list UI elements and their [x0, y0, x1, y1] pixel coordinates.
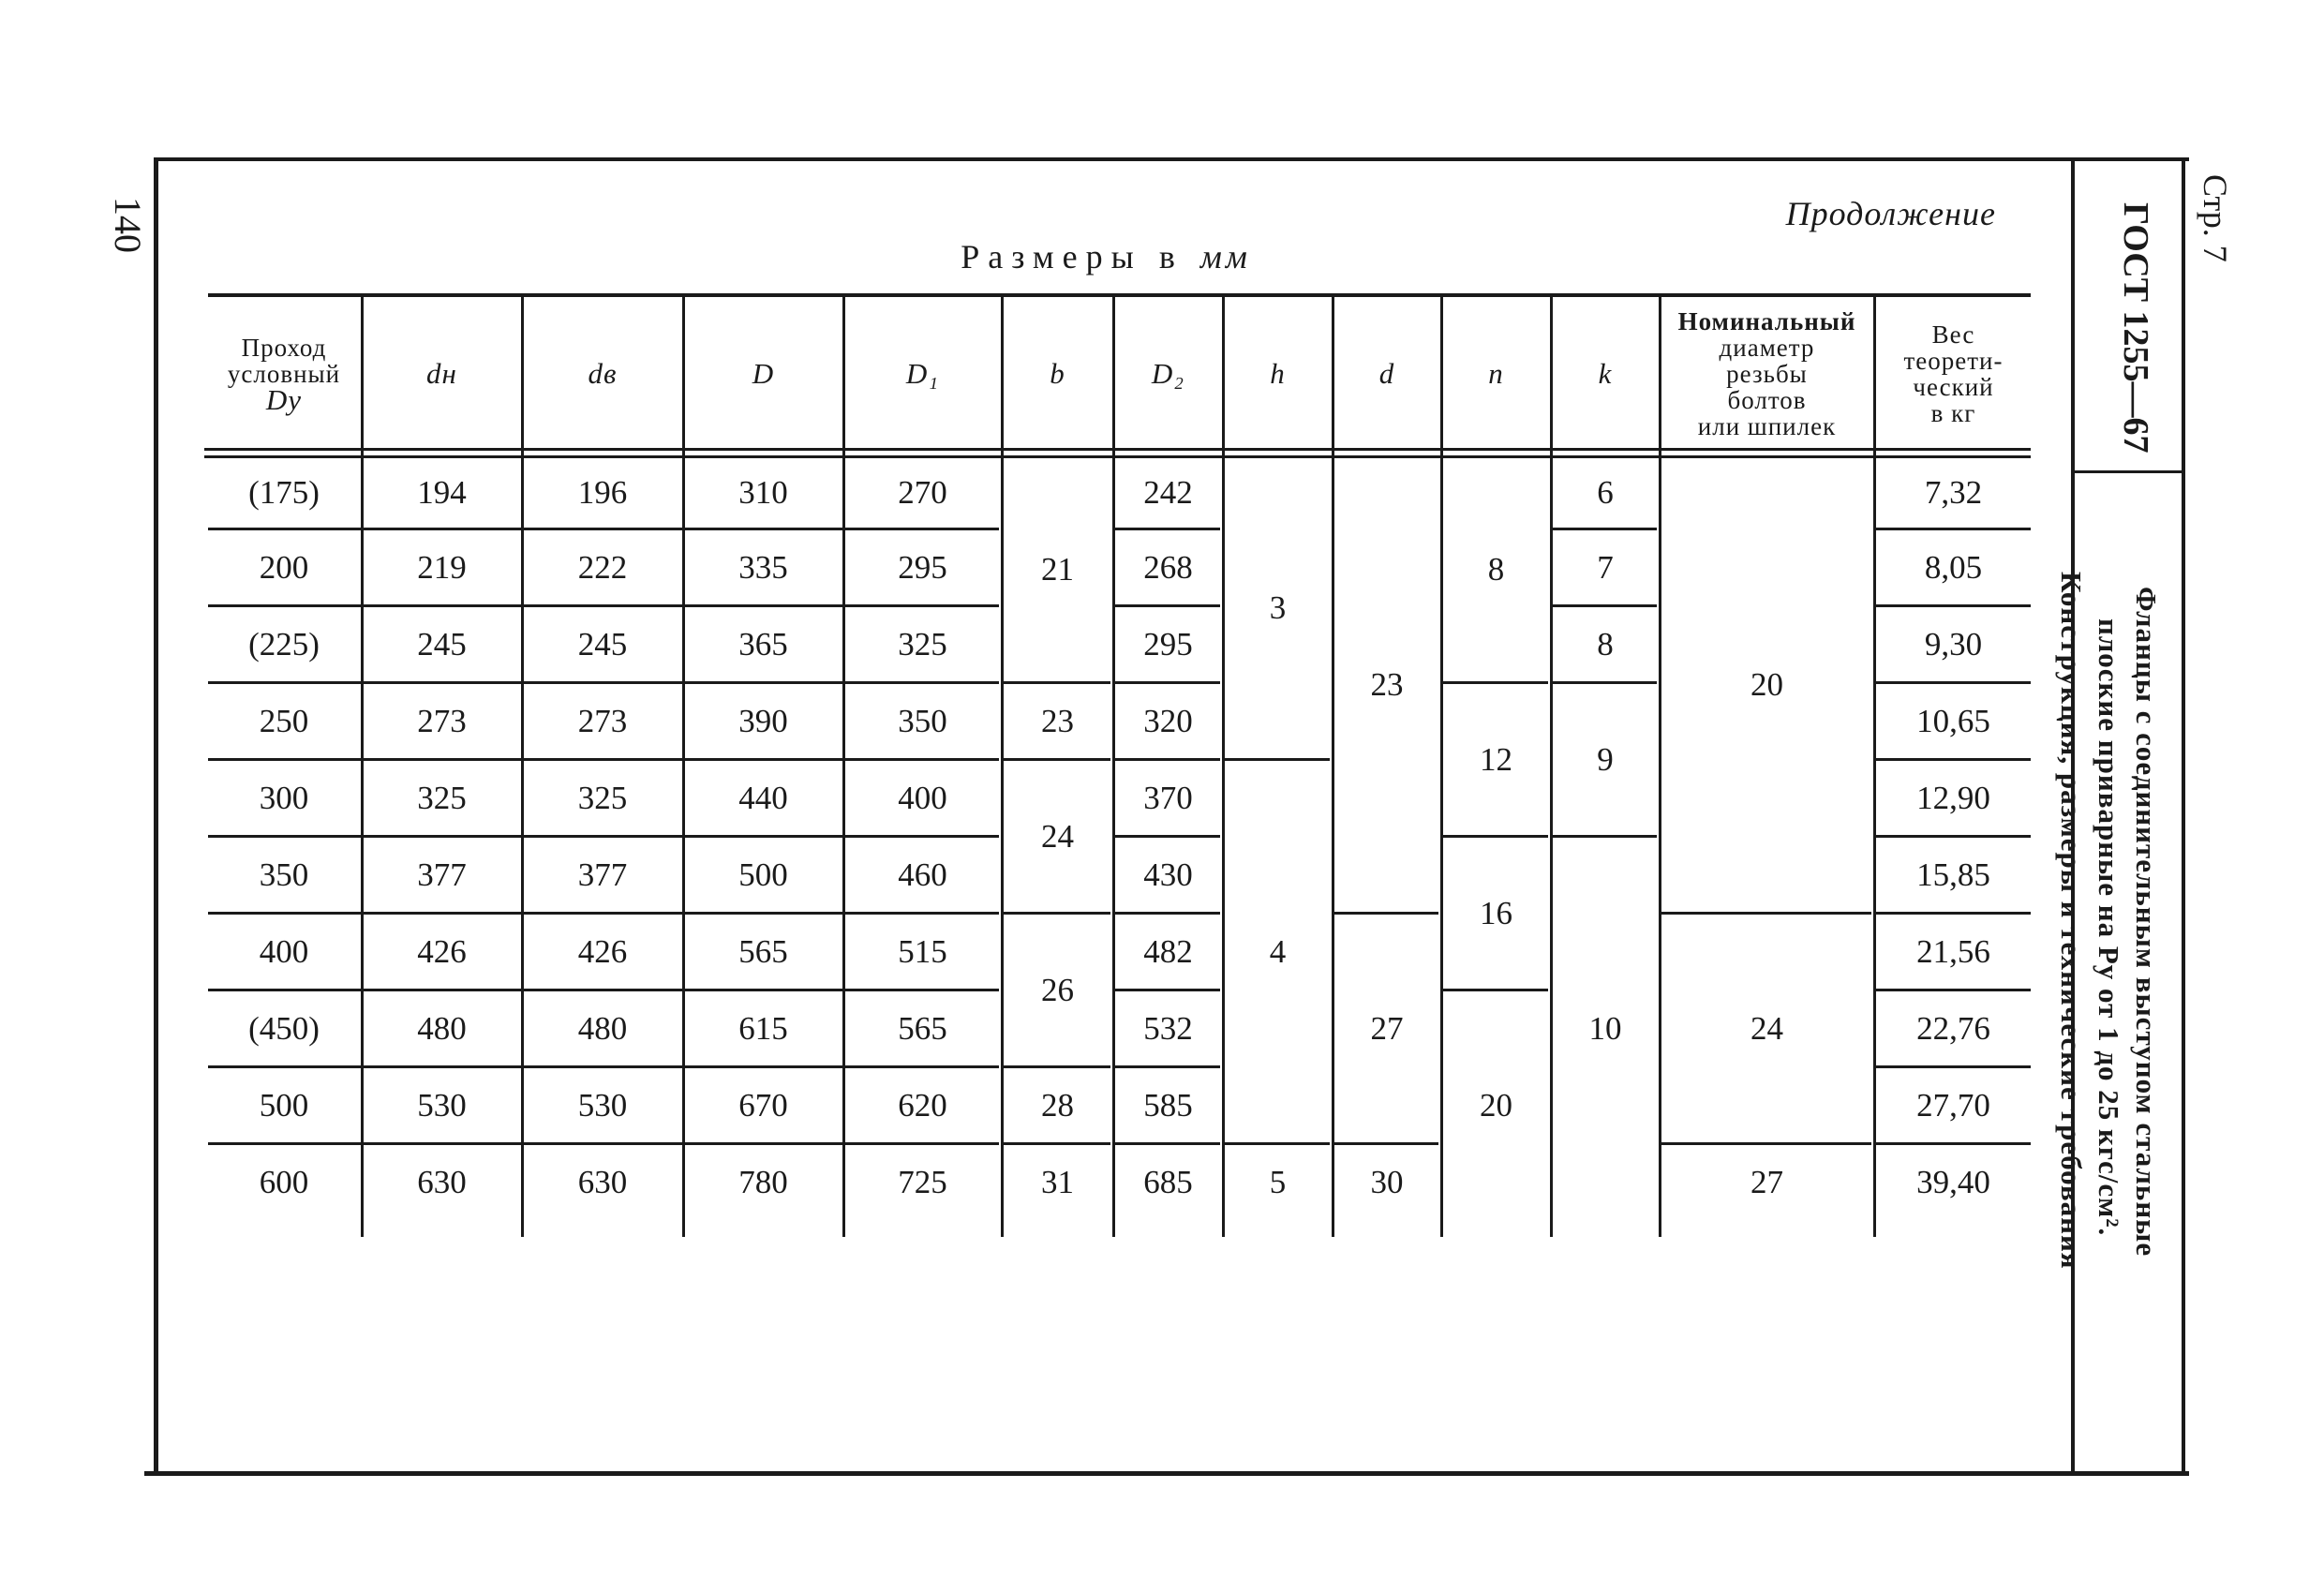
- cell-weight: 10,65: [1916, 702, 1990, 739]
- cell-D2: 482: [1143, 932, 1193, 970]
- cell-D: 500: [738, 856, 788, 893]
- cell-dn: 377: [417, 856, 467, 893]
- cell-weight: 22,76: [1916, 1009, 1990, 1047]
- cell-D1: 515: [898, 932, 947, 970]
- cell-dy: (225): [248, 625, 320, 663]
- cell-D2: 585: [1143, 1086, 1193, 1124]
- cell-h: 5: [1269, 1164, 1287, 1200]
- header-dn: dн: [426, 357, 457, 390]
- cell-D2: 685: [1143, 1164, 1193, 1200]
- cell-D2: 320: [1143, 702, 1193, 739]
- cell-dy: (450): [248, 1009, 320, 1047]
- cell-dv: 222: [577, 548, 628, 586]
- cell-D: 335: [738, 548, 788, 586]
- cell-dn: 426: [417, 932, 467, 970]
- cell-D2: 370: [1143, 779, 1193, 816]
- cell-D1: 565: [898, 1009, 947, 1047]
- cell-weight: 8,05: [1924, 548, 1983, 586]
- cell-D2: 430: [1143, 856, 1193, 893]
- cell-k: 8: [1597, 625, 1614, 663]
- cell-D1: 325: [898, 625, 947, 663]
- cell-dv: 245: [577, 625, 628, 663]
- cell-D1: 295: [898, 548, 947, 586]
- cell-weight: 39,40: [1916, 1164, 1990, 1200]
- cell-dy: 350: [259, 856, 309, 893]
- cell-dy: 400: [259, 932, 309, 970]
- cell-D2: 268: [1143, 548, 1193, 586]
- cell-k: 6: [1597, 474, 1614, 511]
- cell-bolt-diameter: 27: [1750, 1164, 1783, 1200]
- table-top-rule: [208, 293, 2031, 297]
- frame-top-rule: [157, 157, 2189, 161]
- cell-dy: 250: [259, 702, 309, 739]
- cell-dv: 196: [577, 474, 628, 511]
- cell-weight: 9,30: [1924, 625, 1983, 663]
- cell-D1: 620: [898, 1086, 947, 1124]
- header-D: D: [752, 357, 775, 390]
- cell-n: 20: [1480, 1087, 1512, 1124]
- page-number: 140: [107, 197, 149, 253]
- cell-d: 23: [1370, 666, 1404, 703]
- header-h: h: [1270, 357, 1286, 390]
- frame-right-rule: [2182, 157, 2185, 1475]
- cell-k: 7: [1597, 548, 1614, 586]
- header-d: d: [1378, 357, 1395, 390]
- header-dv: dв: [588, 357, 618, 390]
- cell-b: 31: [1041, 1164, 1074, 1200]
- cell-D: 365: [738, 625, 788, 663]
- cell-b: 26: [1041, 971, 1074, 1008]
- header-bottom-rule: [204, 448, 2031, 451]
- title-line-3: Конструкция, размеры и технические требования: [2055, 572, 2088, 1270]
- title-line-1: Фланцы с соединительным выступом стальные: [2130, 587, 2163, 1258]
- cell-dn: 325: [417, 779, 467, 816]
- cell-n: 8: [1487, 551, 1505, 588]
- title-line-2: плоские приварные на Pу от 1 до 25 кгс/см².: [2093, 618, 2125, 1237]
- cell-dy: (175): [248, 474, 320, 511]
- cell-dv: 630: [577, 1164, 628, 1200]
- cell-D2: 295: [1143, 625, 1193, 663]
- cell-b: 21: [1041, 551, 1074, 588]
- cell-weight: 15,85: [1916, 856, 1990, 893]
- header-dy: Проход условный Dу: [227, 333, 341, 416]
- header-n: n: [1488, 357, 1504, 390]
- cell-D: 670: [738, 1086, 788, 1124]
- cell-dv: 530: [577, 1086, 628, 1124]
- cell-dn: 273: [417, 702, 467, 739]
- cell-b: 24: [1041, 817, 1074, 855]
- cell-dv: 480: [577, 1009, 628, 1047]
- standard-number: ГОСТ 1255—67: [2116, 202, 2155, 454]
- cell-dv: 273: [577, 702, 628, 739]
- cell-D1: 350: [898, 702, 947, 739]
- cell-D: 615: [738, 1009, 788, 1047]
- cell-dn: 530: [417, 1086, 467, 1124]
- cell-k: 10: [1588, 1010, 1622, 1047]
- continuation-label: Продолжение: [1785, 195, 1996, 232]
- cell-D2: 532: [1143, 1009, 1193, 1047]
- cell-D: 565: [738, 932, 788, 970]
- cell-dv: 325: [577, 779, 628, 816]
- header-bolt-diameter: Номинальный диаметр резьбы болтов или шпилек: [1677, 307, 1856, 440]
- header-D2: D₂: [1151, 357, 1185, 390]
- header-b: b: [1050, 357, 1065, 390]
- cell-bolt-diameter: 20: [1750, 666, 1783, 703]
- units-caption: Размеры в мм: [961, 238, 1251, 275]
- cell-dn: 480: [417, 1009, 467, 1047]
- cell-D1: 270: [898, 474, 947, 511]
- cell-dn: 245: [417, 625, 467, 663]
- cell-D1: 460: [898, 856, 947, 893]
- cell-dy: 500: [259, 1086, 309, 1124]
- header-weight: Вес теорети- ческий в кг: [1903, 320, 2004, 427]
- cell-weight: 21,56: [1916, 932, 1990, 970]
- cell-weight: 7,32: [1924, 474, 1983, 511]
- cell-D1: 400: [898, 779, 947, 816]
- cell-D2: 242: [1143, 474, 1193, 511]
- cell-h: 4: [1269, 932, 1287, 970]
- cell-b: 23: [1041, 702, 1074, 739]
- cell-D: 780: [738, 1164, 788, 1200]
- cell-dy: 200: [259, 548, 309, 586]
- cell-n: 16: [1480, 894, 1512, 931]
- cell-dv: 377: [577, 856, 628, 893]
- header-D1: D₁: [905, 357, 940, 390]
- cell-d: 30: [1370, 1164, 1404, 1200]
- cell-b: 28: [1041, 1086, 1074, 1124]
- frame-left-rule: [154, 157, 158, 1475]
- header-k: k: [1598, 357, 1613, 390]
- cell-h: 3: [1269, 589, 1287, 626]
- title-block-divider: [2075, 470, 2183, 473]
- cell-D: 440: [738, 779, 788, 816]
- cell-dy: 300: [259, 779, 309, 816]
- cell-D: 310: [738, 474, 788, 511]
- cell-d: 27: [1370, 1009, 1404, 1047]
- cell-bolt-diameter: 24: [1750, 1009, 1783, 1047]
- page-label: Стр. 7: [2197, 174, 2234, 262]
- cell-dv: 426: [577, 932, 628, 970]
- frame-bottom-rule: [144, 1471, 2189, 1476]
- cell-n: 12: [1480, 740, 1512, 778]
- cell-k: 9: [1597, 740, 1614, 778]
- cell-D: 390: [738, 702, 788, 739]
- cell-dn: 219: [417, 548, 467, 586]
- cell-dn: 630: [417, 1164, 467, 1200]
- cell-weight: 12,90: [1916, 779, 1990, 816]
- cell-dy: 600: [259, 1164, 309, 1200]
- cell-dn: 194: [417, 474, 467, 511]
- cell-D1: 725: [898, 1164, 947, 1200]
- cell-weight: 27,70: [1916, 1086, 1990, 1124]
